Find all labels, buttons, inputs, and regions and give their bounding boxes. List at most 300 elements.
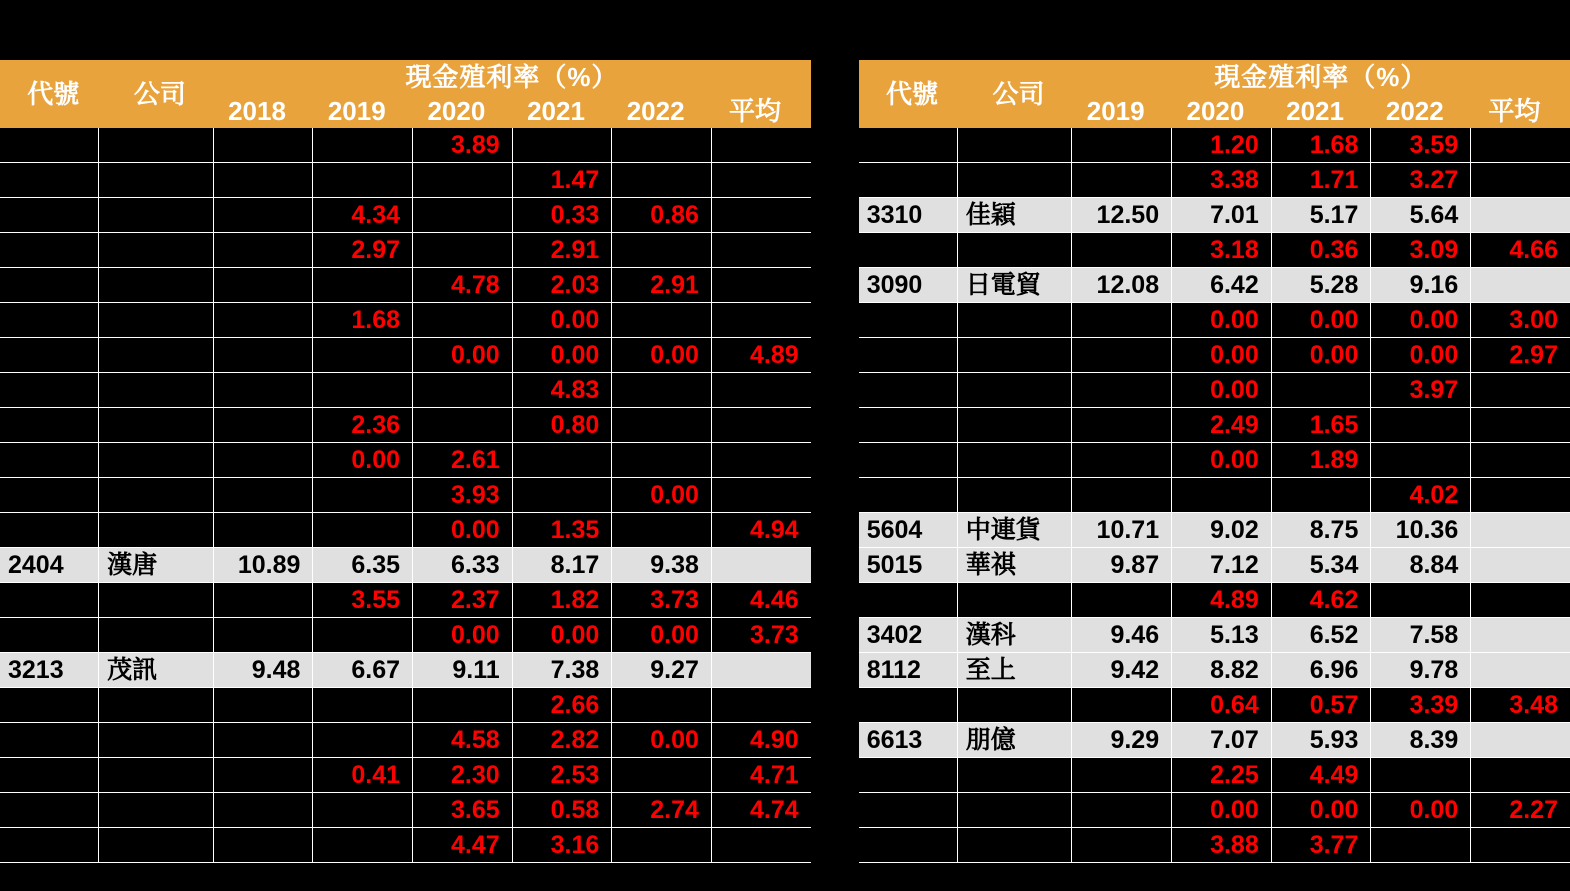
cell-yield-value: 0.58 (512, 793, 612, 828)
cell-yield-value (612, 163, 712, 198)
table-row (0, 163, 811, 198)
cell-stock-code (0, 233, 99, 268)
cell-stock-code (0, 443, 99, 478)
cell-yield-value: 3.55 (313, 583, 413, 618)
cell-yield-value: 5.28 (1271, 268, 1371, 303)
cell-company-name (957, 303, 1071, 338)
cell-yield-value (1471, 408, 1570, 443)
table-body-left (0, 128, 811, 863)
header-title: 現金殖利率（%） (213, 60, 811, 94)
cell-company-name (99, 478, 213, 513)
cell-yield-value (612, 758, 712, 793)
cell-yield-value: 9.02 (1172, 513, 1272, 548)
cell-yield-value: 4.89 (711, 338, 810, 373)
cell-yield-value: 3.09 (1371, 233, 1471, 268)
cell-yield-value (1371, 828, 1471, 863)
cell-yield-value: 0.00 (1271, 303, 1371, 338)
cell-stock-code (859, 443, 958, 478)
cell-yield-value: 2.49 (1172, 408, 1272, 443)
cell-yield-value: 4.66 (1471, 233, 1570, 268)
cell-yield-value: 2.82 (512, 723, 612, 758)
cell-yield-value (1072, 828, 1172, 863)
cell-yield-value: 1.68 (313, 303, 413, 338)
cell-yield-value (313, 688, 413, 723)
cell-yield-value (711, 198, 810, 233)
cell-company-name: 漢科 (957, 618, 1071, 653)
cell-yield-value: 0.00 (413, 338, 513, 373)
cell-yield-value: 9.42 (1072, 653, 1172, 688)
cell-stock-code (859, 793, 958, 828)
cell-yield-value (313, 513, 413, 548)
table-row (859, 723, 1570, 758)
cell-yield-value: 2.66 (512, 688, 612, 723)
cell-yield-value (711, 548, 810, 583)
cell-stock-code (0, 478, 99, 513)
table-row (0, 513, 811, 548)
cell-yield-value: 9.48 (213, 653, 313, 688)
table-row (0, 583, 811, 618)
cell-yield-value: 3.73 (711, 618, 810, 653)
cell-yield-value: 2.91 (612, 268, 712, 303)
table-row (859, 583, 1570, 618)
table-body-right (859, 128, 1570, 863)
header-year-2019: 2019 (1072, 94, 1172, 128)
cell-company-name (957, 443, 1071, 478)
cell-yield-value (213, 128, 313, 163)
header-row-title (859, 60, 1570, 94)
cell-yield-value: 2.91 (512, 233, 612, 268)
cell-yield-value: 10.89 (213, 548, 313, 583)
cell-stock-code (0, 338, 99, 373)
cell-company-name (99, 688, 213, 723)
cell-yield-value (1371, 583, 1471, 618)
cell-yield-value (1072, 338, 1172, 373)
cell-stock-code (859, 163, 958, 198)
cell-company-name: 華祺 (957, 548, 1071, 583)
cell-stock-code: 8112 (859, 653, 958, 688)
cell-yield-value (313, 373, 413, 408)
cell-yield-value: 5.17 (1271, 198, 1371, 233)
cell-yield-value: 4.58 (413, 723, 513, 758)
table-row (0, 303, 811, 338)
cell-company-name (99, 303, 213, 338)
cell-yield-value (213, 233, 313, 268)
table-row (0, 128, 811, 163)
cell-yield-value: 4.89 (1172, 583, 1272, 618)
cell-yield-value (213, 303, 313, 338)
cell-company-name (99, 618, 213, 653)
cell-company-name (99, 723, 213, 758)
cell-yield-value: 1.89 (1271, 443, 1371, 478)
cell-company-name (99, 163, 213, 198)
cell-yield-value (213, 688, 313, 723)
cell-stock-code (0, 723, 99, 758)
cell-yield-value: 9.38 (612, 548, 712, 583)
cell-yield-value: 10.36 (1371, 513, 1471, 548)
cell-yield-value: 1.82 (512, 583, 612, 618)
cell-yield-value: 4.47 (413, 828, 513, 863)
cell-yield-value (213, 723, 313, 758)
dividend-yield-table-left (0, 60, 811, 863)
header-code-label: 代號 (0, 60, 99, 128)
cell-yield-value (1471, 198, 1570, 233)
cell-yield-value (213, 373, 313, 408)
header-year-2021: 2021 (1271, 94, 1371, 128)
cell-stock-code: 3402 (859, 618, 958, 653)
cell-yield-value: 3.88 (1172, 828, 1272, 863)
cell-yield-value (711, 268, 810, 303)
dividend-yield-table-right (859, 60, 1570, 863)
cell-yield-value (612, 233, 712, 268)
cell-yield-value (1371, 443, 1471, 478)
cell-yield-value: 0.00 (512, 618, 612, 653)
cell-yield-value (1072, 478, 1172, 513)
cell-yield-value (1072, 373, 1172, 408)
cell-company-name (99, 128, 213, 163)
cell-yield-value (1271, 478, 1371, 513)
cell-stock-code (0, 758, 99, 793)
cell-yield-value (1371, 408, 1471, 443)
cell-yield-value (1072, 128, 1172, 163)
cell-yield-value: 0.00 (512, 303, 612, 338)
cell-yield-value: 0.64 (1172, 688, 1272, 723)
cell-yield-value: 4.49 (1271, 758, 1371, 793)
cell-yield-value: 5.93 (1271, 723, 1371, 758)
cell-yield-value: 0.00 (1172, 338, 1272, 373)
cell-yield-value (1271, 373, 1371, 408)
cell-yield-value (213, 163, 313, 198)
cell-company-name (99, 758, 213, 793)
cell-stock-code (0, 513, 99, 548)
header-title: 現金殖利率（%） (1072, 60, 1570, 94)
cell-yield-value (1072, 408, 1172, 443)
table-row (0, 653, 811, 688)
cell-stock-code (0, 303, 99, 338)
cell-yield-value (512, 443, 612, 478)
cell-yield-value (413, 408, 513, 443)
cell-company-name (957, 793, 1071, 828)
cell-yield-value: 0.00 (1371, 303, 1471, 338)
cell-stock-code (0, 163, 99, 198)
table-row (859, 198, 1570, 233)
cell-company-name (99, 233, 213, 268)
table-row (859, 233, 1570, 268)
cell-yield-value (413, 163, 513, 198)
cell-yield-value: 4.34 (313, 198, 413, 233)
cell-yield-value (1471, 758, 1570, 793)
table-row (0, 373, 811, 408)
table-row (859, 548, 1570, 583)
cell-yield-value: 12.08 (1072, 268, 1172, 303)
header-year-2022: 2022 (612, 94, 712, 128)
cell-yield-value: 8.17 (512, 548, 612, 583)
cell-yield-value: 4.02 (1371, 478, 1471, 513)
table-row (859, 443, 1570, 478)
cell-stock-code (859, 303, 958, 338)
cell-stock-code (859, 233, 958, 268)
header-company-label: 公司 (957, 60, 1071, 128)
header-row-title (0, 60, 811, 94)
cell-yield-value: 2.30 (413, 758, 513, 793)
cell-stock-code (0, 688, 99, 723)
table-row (859, 408, 1570, 443)
cell-yield-value: 3.97 (1371, 373, 1471, 408)
cell-yield-value (1072, 443, 1172, 478)
table-row (859, 163, 1570, 198)
cell-yield-value: 3.73 (612, 583, 712, 618)
cell-yield-value (1471, 478, 1570, 513)
cell-yield-value (512, 128, 612, 163)
cell-yield-value: 0.00 (1172, 443, 1272, 478)
header-year-2020: 2020 (1172, 94, 1272, 128)
table-row (0, 793, 811, 828)
cell-yield-value: 2.97 (313, 233, 413, 268)
cell-yield-value (1371, 758, 1471, 793)
cell-yield-value (1471, 653, 1570, 688)
cell-yield-value (413, 233, 513, 268)
cell-yield-value: 8.39 (1371, 723, 1471, 758)
cell-company-name: 漢唐 (99, 548, 213, 583)
cell-stock-code (0, 268, 99, 303)
table-row (0, 688, 811, 723)
cell-yield-value (1471, 583, 1570, 618)
cell-yield-value (711, 163, 810, 198)
cell-yield-value (313, 723, 413, 758)
cell-stock-code: 2404 (0, 548, 99, 583)
cell-yield-value (213, 443, 313, 478)
cell-yield-value: 0.00 (612, 723, 712, 758)
cell-yield-value: 4.78 (413, 268, 513, 303)
cell-yield-value: 0.00 (1371, 338, 1471, 373)
table-header-left (0, 60, 811, 128)
cell-yield-value: 2.27 (1471, 793, 1570, 828)
cell-yield-value: 4.90 (711, 723, 810, 758)
cell-yield-value: 9.46 (1072, 618, 1172, 653)
table-row (859, 513, 1570, 548)
cell-yield-value: 2.25 (1172, 758, 1272, 793)
cell-yield-value (1072, 793, 1172, 828)
table-row (859, 828, 1570, 863)
cell-yield-value (213, 198, 313, 233)
cell-yield-value: 2.97 (1471, 338, 1570, 373)
cell-yield-value (1072, 303, 1172, 338)
cell-yield-value (313, 128, 413, 163)
table-row (859, 688, 1570, 723)
cell-yield-value: 9.78 (1371, 653, 1471, 688)
cell-yield-value (711, 653, 810, 688)
cell-stock-code (859, 478, 958, 513)
cell-yield-value (313, 163, 413, 198)
cell-stock-code (859, 688, 958, 723)
cell-yield-value: 3.38 (1172, 163, 1272, 198)
cell-yield-value: 5.34 (1271, 548, 1371, 583)
cell-yield-value (213, 268, 313, 303)
cell-stock-code (859, 828, 958, 863)
cell-yield-value: 9.87 (1072, 548, 1172, 583)
cell-yield-value: 0.00 (413, 513, 513, 548)
cell-company-name (957, 338, 1071, 373)
cell-yield-value (313, 793, 413, 828)
header-year-2020: 2020 (413, 94, 513, 128)
table-row (859, 793, 1570, 828)
cell-yield-value (1471, 163, 1570, 198)
cell-yield-value: 1.68 (1271, 128, 1371, 163)
cell-yield-value (413, 688, 513, 723)
table-row (0, 233, 811, 268)
cell-yield-value: 2.37 (413, 583, 513, 618)
cell-company-name (99, 408, 213, 443)
cell-yield-value (1471, 828, 1570, 863)
table-row (859, 268, 1570, 303)
cell-stock-code (0, 128, 99, 163)
cell-yield-value: 7.07 (1172, 723, 1272, 758)
cell-yield-value (612, 443, 712, 478)
table-row (0, 618, 811, 653)
left-table-wrapper (0, 60, 811, 891)
cell-yield-value (711, 128, 810, 163)
cell-stock-code (0, 408, 99, 443)
table-row (859, 653, 1570, 688)
cell-yield-value: 3.59 (1371, 128, 1471, 163)
table-row (859, 618, 1570, 653)
table-row (859, 373, 1570, 408)
cell-yield-value (612, 373, 712, 408)
table-row (0, 758, 811, 793)
cell-company-name (99, 583, 213, 618)
cell-yield-value (213, 758, 313, 793)
cell-yield-value: 4.94 (711, 513, 810, 548)
cell-company-name (957, 583, 1071, 618)
cell-yield-value: 12.50 (1072, 198, 1172, 233)
cell-yield-value: 3.93 (413, 478, 513, 513)
cell-yield-value: 0.00 (1172, 373, 1272, 408)
cell-yield-value: 7.58 (1371, 618, 1471, 653)
cell-stock-code (0, 618, 99, 653)
cell-yield-value (612, 688, 712, 723)
cell-yield-value (711, 828, 810, 863)
cell-stock-code (0, 583, 99, 618)
cell-company-name (957, 828, 1071, 863)
cell-yield-value (213, 513, 313, 548)
cell-stock-code (859, 373, 958, 408)
cell-company-name (99, 338, 213, 373)
cell-yield-value: 0.00 (413, 618, 513, 653)
cell-yield-value (612, 513, 712, 548)
header-company-label: 公司 (99, 60, 213, 128)
cell-company-name (957, 408, 1071, 443)
cell-yield-value: 0.36 (1271, 233, 1371, 268)
cell-yield-value: 6.96 (1271, 653, 1371, 688)
cell-yield-value (612, 408, 712, 443)
cell-yield-value (313, 268, 413, 303)
cell-yield-value: 2.53 (512, 758, 612, 793)
cell-yield-value: 10.71 (1072, 513, 1172, 548)
cell-yield-value: 0.00 (1271, 793, 1371, 828)
cell-stock-code: 3213 (0, 653, 99, 688)
cell-yield-value (213, 618, 313, 653)
table-row (859, 758, 1570, 793)
cell-yield-value: 4.62 (1271, 583, 1371, 618)
cell-stock-code (0, 828, 99, 863)
cell-yield-value (313, 828, 413, 863)
cell-yield-value: 0.00 (512, 338, 612, 373)
cell-yield-value: 0.41 (313, 758, 413, 793)
cell-yield-value (413, 373, 513, 408)
cell-yield-value: 8.75 (1271, 513, 1371, 548)
cell-yield-value (1172, 478, 1272, 513)
header-year-2022: 2022 (1371, 94, 1471, 128)
table-row (859, 338, 1570, 373)
cell-yield-value: 3.77 (1271, 828, 1371, 863)
cell-yield-value: 6.52 (1271, 618, 1371, 653)
cell-yield-value: 5.64 (1371, 198, 1471, 233)
cell-yield-value: 3.27 (1371, 163, 1471, 198)
table-row (859, 128, 1570, 163)
cell-yield-value (711, 373, 810, 408)
cell-yield-value (1471, 373, 1570, 408)
cell-yield-value (1072, 758, 1172, 793)
cell-stock-code (859, 408, 958, 443)
header-year-2021: 2021 (512, 94, 612, 128)
cell-yield-value: 4.71 (711, 758, 810, 793)
cell-yield-value (213, 478, 313, 513)
cell-yield-value: 8.82 (1172, 653, 1272, 688)
cell-stock-code: 3310 (859, 198, 958, 233)
cell-company-name (99, 373, 213, 408)
cell-yield-value (213, 338, 313, 373)
cell-yield-value: 2.36 (313, 408, 413, 443)
cell-yield-value: 9.16 (1371, 268, 1471, 303)
cell-yield-value (213, 583, 313, 618)
cell-yield-value: 0.00 (612, 618, 712, 653)
cell-yield-value: 3.00 (1471, 303, 1570, 338)
cell-yield-value (1471, 548, 1570, 583)
cell-yield-value: 0.00 (612, 338, 712, 373)
cell-yield-value: 6.35 (313, 548, 413, 583)
cell-company-name (99, 443, 213, 478)
cell-yield-value (711, 443, 810, 478)
header-year-2018: 2018 (213, 94, 313, 128)
table-row (0, 198, 811, 233)
cell-stock-code: 5604 (859, 513, 958, 548)
right-table-wrapper (859, 60, 1570, 891)
cell-yield-value: 0.00 (1172, 303, 1272, 338)
table-row (0, 723, 811, 758)
cell-yield-value: 0.86 (612, 198, 712, 233)
cell-yield-value: 0.00 (1371, 793, 1471, 828)
cell-yield-value: 3.39 (1371, 688, 1471, 723)
table-row (0, 268, 811, 303)
cell-yield-value (1471, 443, 1570, 478)
cell-company-name: 茂訊 (99, 653, 213, 688)
cell-stock-code (859, 583, 958, 618)
cell-stock-code: 6613 (859, 723, 958, 758)
cell-yield-value (711, 408, 810, 443)
cell-yield-value (1471, 513, 1570, 548)
header-code-label: 代號 (859, 60, 958, 128)
header-average: 平均 (1471, 94, 1570, 128)
cell-company-name (99, 198, 213, 233)
cell-yield-value (313, 478, 413, 513)
cell-yield-value: 6.33 (413, 548, 513, 583)
cell-company-name (957, 758, 1071, 793)
cell-yield-value (612, 828, 712, 863)
table-header-right (859, 60, 1570, 128)
cell-stock-code (859, 128, 958, 163)
cell-yield-value: 6.67 (313, 653, 413, 688)
cell-yield-value (1072, 233, 1172, 268)
cell-company-name (957, 163, 1071, 198)
